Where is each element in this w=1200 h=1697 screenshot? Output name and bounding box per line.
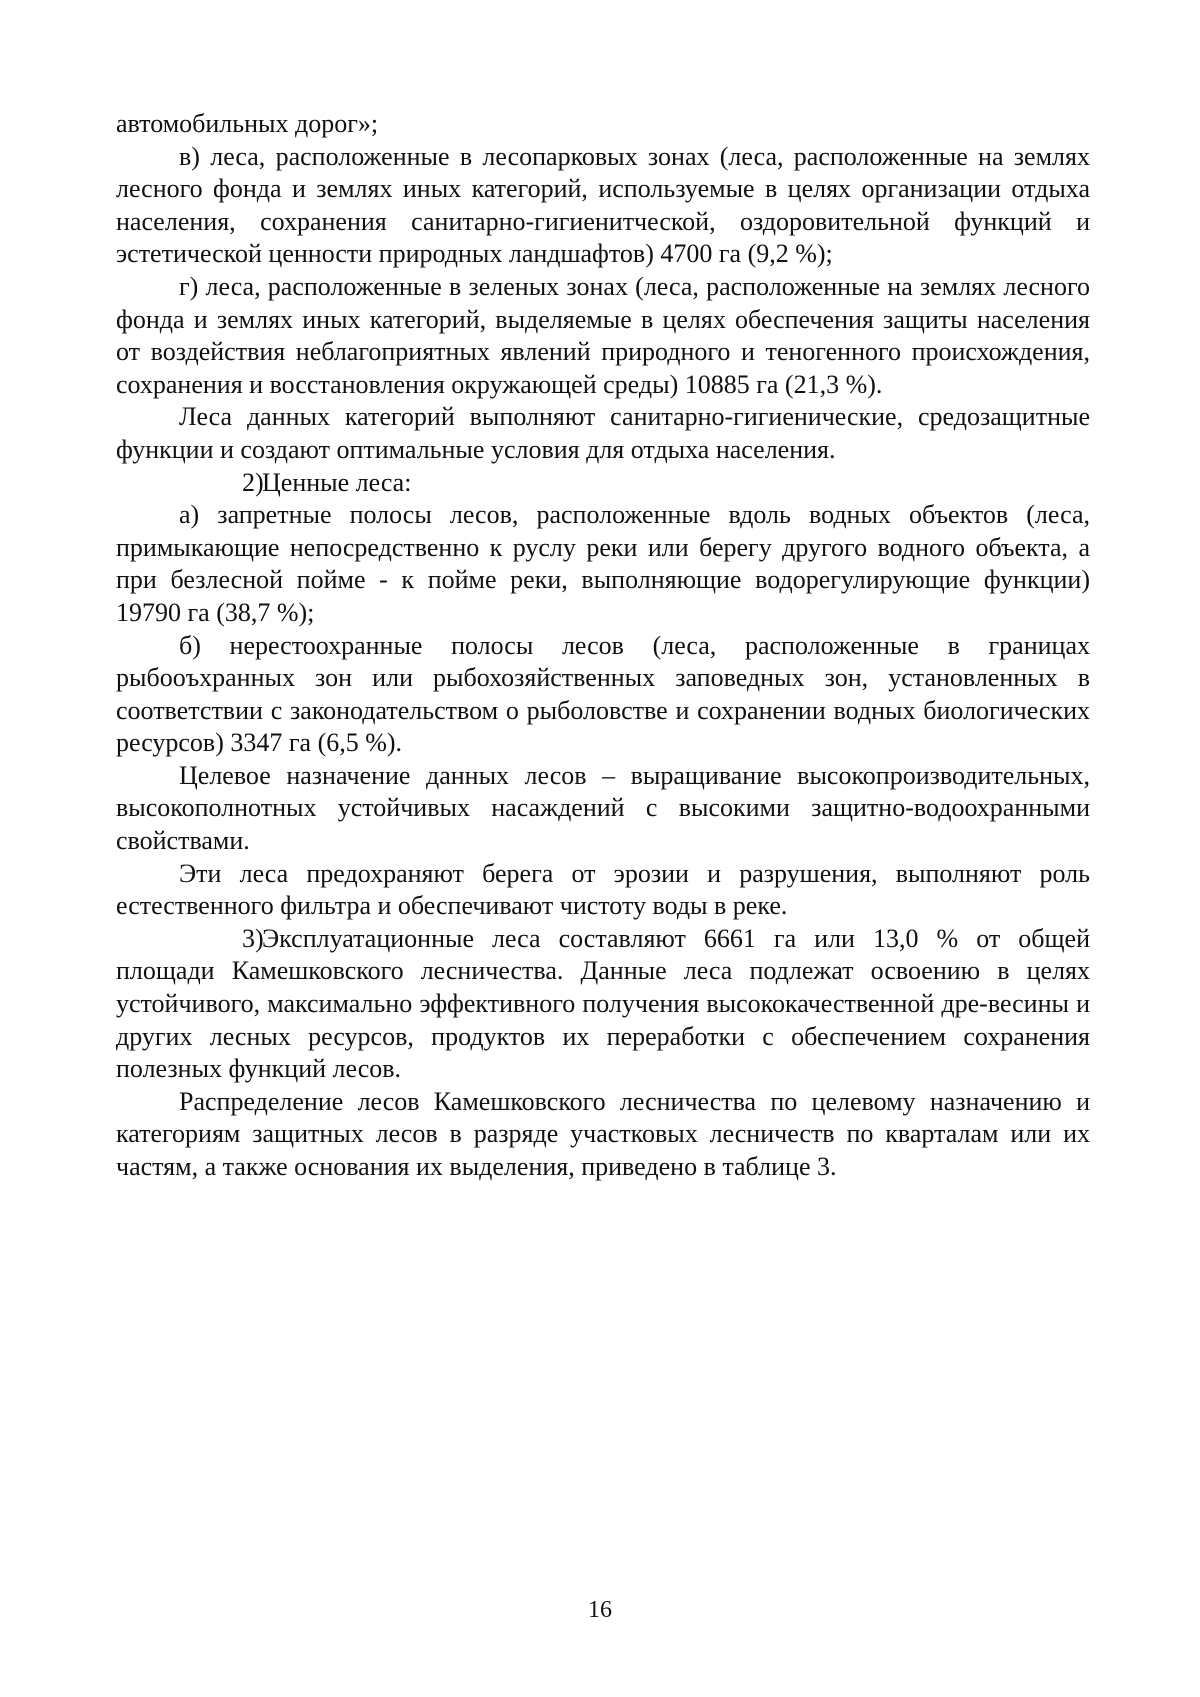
paragraph-numbered-3 (116, 923, 1090, 1086)
body-text (116, 108, 1090, 1184)
list-text: Эксплуатационные леса составляют 6661 га или 13,0 % от общей площади Камешковского лесничества. Данные леса подлежат освоению в целях устойчивого, максимально эффективного получения высококачественной дре-весины и других лесных ресурсов, продуктов их переработки с обеспечением сохранения полезных функций лесов. (116, 923, 1090, 1084)
paragraph-continuation: автомобильных дорог»; (116, 109, 379, 138)
paragraph-item-b: б) нерестоохранные полосы лесов (леса, расположенные в границах рыбооъхранных зон или рыбохозяйственных заповедных зон, установленных в соответствии с законодательством о рыболовстве и сохранении водных биологических ресурсов) 3347 га (6,5 %). (116, 630, 1090, 758)
paragraph-item-a: а) запретные полосы лесов, расположенные вдоль водных объектов (леса, примыкающие непосредственно к руслу реки или берегу другого водного объекта, а при безлесной пойме - к пойме реки, выполняющие водорегулирующие функции) 19790 га (38,7 %); (116, 500, 1090, 627)
list-text: Ценные леса: (262, 467, 412, 497)
paragraph-protection: Эти леса предохраняют берега от эрозии и разрушения, выполняют роль естественного фильтра и обеспечивают чистоту воды в реке. (116, 858, 1090, 921)
page-number: 16 (588, 1597, 612, 1623)
paragraph-purpose: Целевое назначение данных лесов – выращивание высокопроизводительных, высокополнотных устойчивых насаждений с высокими защитно-водоохранными свойствами. (116, 760, 1090, 856)
paragraph-categories-functions: Леса данных категорий выполняют санитарно-гигиенические, средозащитные функции и создают оптимальные условия для отдыха населения. (116, 402, 1090, 464)
paragraph-item-g: г) леса, расположенные в зеленых зонах (леса, расположенные на землях лесного фонда и землях иных категорий, выделяемые в целях обеспечения защиты населения от воздействия неблагоприятных явлений природного и теногенного происхождения, сохранения и восстановления окружающей среды) 10885 га (21,3 %). (116, 271, 1090, 399)
paragraph-numbered-2 (116, 467, 1090, 500)
paragraph-distribution: Распределение лесов Камешковского лесничества по целевому назначению и категориям защитных лесов в разряде участковых лесничеств по кварталам или их частям, а также основания их выделения, приведено в таблице 3. (116, 1086, 1090, 1181)
paragraph-item-v: в) леса, расположенные в лесопарковых зонах (леса, расположенные на землях лесного фонда и землях иных категорий, используемые в целях организации отдыха населения, сохранения санитарно-гигиенитческой, оздоровительной функций и эстетической ценности природных ландшафтов) 4700 га (9,2 %); (116, 141, 1090, 269)
list-number: 2) (242, 467, 264, 497)
list-number: 3) (242, 923, 264, 953)
